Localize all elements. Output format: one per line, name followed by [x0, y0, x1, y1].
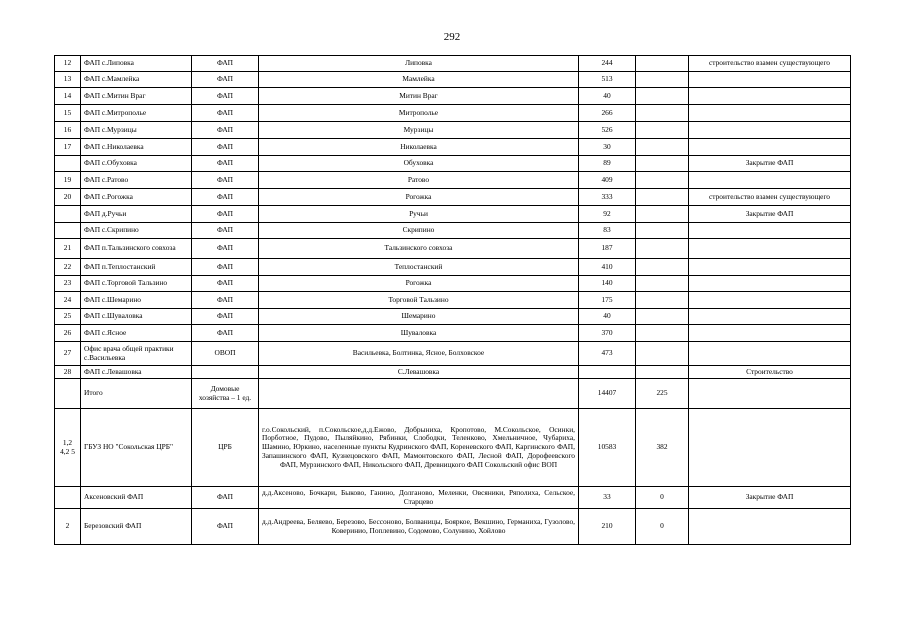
table-row [55, 276, 851, 292]
row-number-cell: 24 [55, 292, 81, 309]
table-row [55, 156, 851, 172]
facility-name-cell: ФАП д.Ручьи [81, 206, 192, 223]
table-row [55, 259, 851, 276]
facility-type-cell: ФАП [192, 487, 259, 509]
households-cell [636, 259, 689, 276]
villages-cell: Ручьи [259, 206, 579, 223]
row-number-cell: 16 [55, 122, 81, 139]
table-row [55, 122, 851, 139]
facility-name-cell: ФАП с.Скрипино [81, 223, 192, 239]
table-row [55, 366, 851, 379]
note-cell [689, 105, 851, 122]
facility-type-cell: ЦРБ [192, 409, 259, 487]
facility-name-cell: ФАП с.Левашовка [81, 366, 192, 379]
households-cell [636, 156, 689, 172]
table-row [55, 239, 851, 259]
population-cell: 244 [579, 56, 636, 72]
row-number-cell: 21 [55, 239, 81, 259]
villages-cell: д.д.Аксеново, Бочкари, Быково, Ганино, Долганово, Меленки, Овсяники, Ряполиха, Сельское, Старцево [259, 487, 579, 509]
note-cell [689, 276, 851, 292]
facility-type-cell: ФАП [192, 325, 259, 342]
facility-type-cell: ФАП [192, 509, 259, 545]
note-cell [689, 379, 851, 409]
population-cell: 409 [579, 172, 636, 189]
table-row [55, 172, 851, 189]
note-cell: строительство взамен существующего [689, 56, 851, 72]
note-cell [689, 223, 851, 239]
note-cell [689, 292, 851, 309]
row-number-cell [55, 487, 81, 509]
row-number-cell: 26 [55, 325, 81, 342]
table-row [55, 325, 851, 342]
households-cell [636, 292, 689, 309]
facility-table [54, 55, 851, 545]
households-cell [636, 139, 689, 156]
facility-name-cell: ФАП п.Тальзинского совхоза [81, 239, 192, 259]
table-row [55, 292, 851, 309]
population-cell: 370 [579, 325, 636, 342]
population-cell: 187 [579, 239, 636, 259]
population-cell: 33 [579, 487, 636, 509]
facility-type-cell: ФАП [192, 56, 259, 72]
facility-name-cell: ФАП с.Шемарино [81, 292, 192, 309]
households-cell [636, 325, 689, 342]
households-cell [636, 276, 689, 292]
note-cell [689, 259, 851, 276]
facility-type-cell: ФАП [192, 223, 259, 239]
households-cell [636, 309, 689, 325]
population-cell: 40 [579, 88, 636, 105]
note-cell [689, 409, 851, 487]
population-cell: 92 [579, 206, 636, 223]
note-cell: строительство взамен существующего [689, 189, 851, 206]
facility-type-cell: ФАП [192, 276, 259, 292]
population-cell: 14407 [579, 379, 636, 409]
villages-cell: Митин Враг [259, 88, 579, 105]
row-number-cell [55, 223, 81, 239]
row-number-cell: 1,2 4,2 5 [55, 409, 81, 487]
table-row [55, 379, 851, 409]
table-row [55, 487, 851, 509]
facility-name-cell: ФАП с.Николаевка [81, 139, 192, 156]
population-cell: 333 [579, 189, 636, 206]
villages-cell: Скрипино [259, 223, 579, 239]
row-number-cell: 12 [55, 56, 81, 72]
households-cell [636, 72, 689, 88]
villages-cell: Тальзинского совхоза [259, 239, 579, 259]
facility-type-cell: ФАП [192, 139, 259, 156]
table-row [55, 139, 851, 156]
facility-type-cell: ФАП [192, 88, 259, 105]
note-cell [689, 172, 851, 189]
villages-cell: Рогожка [259, 189, 579, 206]
table-row [55, 509, 851, 545]
households-cell [636, 122, 689, 139]
households-cell: 0 [636, 487, 689, 509]
facility-name-cell: ФАП с.Липовка [81, 56, 192, 72]
population-cell: 89 [579, 156, 636, 172]
row-number-cell [55, 379, 81, 409]
facility-type-cell: ФАП [192, 309, 259, 325]
households-cell: 382 [636, 409, 689, 487]
households-cell [636, 206, 689, 223]
row-number-cell: 27 [55, 342, 81, 366]
row-number-cell [55, 156, 81, 172]
table-row [55, 309, 851, 325]
population-cell: 210 [579, 509, 636, 545]
facility-name-cell: ФАП с.Рогожка [81, 189, 192, 206]
row-number-cell: 19 [55, 172, 81, 189]
villages-cell: Николаевка [259, 139, 579, 156]
note-cell [689, 88, 851, 105]
households-cell [636, 189, 689, 206]
table-row [55, 189, 851, 206]
households-cell [636, 366, 689, 379]
facility-name-cell: ФАП с.Ратово [81, 172, 192, 189]
population-cell: 175 [579, 292, 636, 309]
facility-type-cell: Домовые хозяйства – 1 ед. [192, 379, 259, 409]
note-cell: Закрытие ФАП [689, 487, 851, 509]
note-cell: Строительство [689, 366, 851, 379]
households-cell [636, 56, 689, 72]
facility-type-cell: ФАП [192, 122, 259, 139]
facility-type-cell: ФАП [192, 189, 259, 206]
population-cell: 473 [579, 342, 636, 366]
table-row [55, 206, 851, 223]
facility-name-cell: ФАП с.Мамлейка [81, 72, 192, 88]
row-number-cell: 17 [55, 139, 81, 156]
row-number-cell: 15 [55, 105, 81, 122]
note-cell: Закрытие ФАП [689, 206, 851, 223]
households-cell [636, 239, 689, 259]
facility-type-cell: ФАП [192, 259, 259, 276]
facility-type-cell: ФАП [192, 72, 259, 88]
note-cell [689, 72, 851, 88]
households-cell: 225 [636, 379, 689, 409]
row-number-cell: 22 [55, 259, 81, 276]
facility-type-cell: ФАП [192, 239, 259, 259]
population-cell: 410 [579, 259, 636, 276]
households-cell [636, 172, 689, 189]
note-cell [689, 239, 851, 259]
population-cell: 83 [579, 223, 636, 239]
note-cell [689, 509, 851, 545]
table-row [55, 56, 851, 72]
table-row [55, 72, 851, 88]
facility-name-cell: ФАП с.Мурзицы [81, 122, 192, 139]
households-cell [636, 105, 689, 122]
households-cell: 0 [636, 509, 689, 545]
facility-name-cell: ГБУЗ НО "Сокольская ЦРБ" [81, 409, 192, 487]
facility-name-cell: ФАП с.Митрополье [81, 105, 192, 122]
villages-cell: г.о.Сокольский, п.Сокольское,д.д.Ежово, Добрыниха, Кропотово, М.Сокольское, Осинки, Порботное, Пудово, Пыляйкино, Рябинки, Слободки, Теленково, Хмельничное, Чубариха, Шамино, Юркино, населенные пункты Кудринского ФАП, Кореневского ФАП, Каргинского ФАП, Запашинского ФАП, Кузнецовского ФАП, Мамонтовского ФАП, Лесной ФАП, Дорофеевского ФАП, Мурзинского ФАП, Никольского ФАП, Древницкого ФАП Сокольский офис ВОП [259, 409, 579, 487]
villages-cell: Шемарино [259, 309, 579, 325]
villages-cell: Васильевка, Болтинка, Ясное, Болховское [259, 342, 579, 366]
villages-cell: Липовка [259, 56, 579, 72]
facility-name-cell: ФАП п.Теплостанский [81, 259, 192, 276]
table-row [55, 409, 851, 487]
note-cell [689, 139, 851, 156]
table-row [55, 342, 851, 366]
facility-name-cell: Березовский ФАП [81, 509, 192, 545]
households-cell [636, 223, 689, 239]
facility-type-cell: ОВОП [192, 342, 259, 366]
row-number-cell: 13 [55, 72, 81, 88]
table-row [55, 88, 851, 105]
facility-type-cell: ФАП [192, 172, 259, 189]
row-number-cell: 25 [55, 309, 81, 325]
population-cell: 513 [579, 72, 636, 88]
facility-type-cell: ФАП [192, 292, 259, 309]
note-cell [689, 309, 851, 325]
villages-cell: д.д.Андреева, Беляево, Березово, Бессоново, Болваницы, Бояркое, Векшино, Германиха, Гузолово, Коверинио, Поплевино, Содомово, Солунино, Хойлово [259, 509, 579, 545]
facility-type-cell: ФАП [192, 105, 259, 122]
villages-cell: Митрополье [259, 105, 579, 122]
facility-name-cell: ФАП с.Ясное [81, 325, 192, 342]
facility-name-cell: Офис врача общей практики с.Васильевка [81, 342, 192, 366]
note-cell [689, 342, 851, 366]
note-cell [689, 325, 851, 342]
facility-type-cell: ФАП [192, 206, 259, 223]
population-cell: 40 [579, 309, 636, 325]
facility-type-cell [192, 366, 259, 379]
facility-name-cell: ФАП с.Шуваловка [81, 309, 192, 325]
population-cell: 10583 [579, 409, 636, 487]
row-number-cell: 14 [55, 88, 81, 105]
row-number-cell: 23 [55, 276, 81, 292]
villages-cell: Торговой Тальзино [259, 292, 579, 309]
villages-cell: Мамлейка [259, 72, 579, 88]
villages-cell: Ратово [259, 172, 579, 189]
facility-name-cell: ФАП с.Митин Враг [81, 88, 192, 105]
row-number-cell: 20 [55, 189, 81, 206]
villages-cell: Мурзицы [259, 122, 579, 139]
table-row [55, 223, 851, 239]
population-cell: 266 [579, 105, 636, 122]
page-number: 292 [443, 31, 461, 43]
facility-name-cell: Аксеновский ФАП [81, 487, 192, 509]
population-cell [579, 366, 636, 379]
row-number-cell: 2 [55, 509, 81, 545]
households-cell [636, 88, 689, 105]
facility-name-cell: Итого [81, 379, 192, 409]
population-cell: 526 [579, 122, 636, 139]
villages-cell: Обуховка [259, 156, 579, 172]
note-cell: Закрытие ФАП [689, 156, 851, 172]
row-number-cell: 28 [55, 366, 81, 379]
households-cell [636, 342, 689, 366]
villages-cell: Шуваловка [259, 325, 579, 342]
table-row [55, 105, 851, 122]
villages-cell: Теплостанский [259, 259, 579, 276]
note-cell [689, 122, 851, 139]
villages-cell: Рогожка [259, 276, 579, 292]
facility-name-cell: ФАП с.Обуховка [81, 156, 192, 172]
facility-type-cell: ФАП [192, 156, 259, 172]
villages-cell: С.Левашовка [259, 366, 579, 379]
facility-name-cell: ФАП с.Торговой Тальзино [81, 276, 192, 292]
population-cell: 30 [579, 139, 636, 156]
population-cell: 140 [579, 276, 636, 292]
row-number-cell [55, 206, 81, 223]
villages-cell [259, 379, 579, 409]
